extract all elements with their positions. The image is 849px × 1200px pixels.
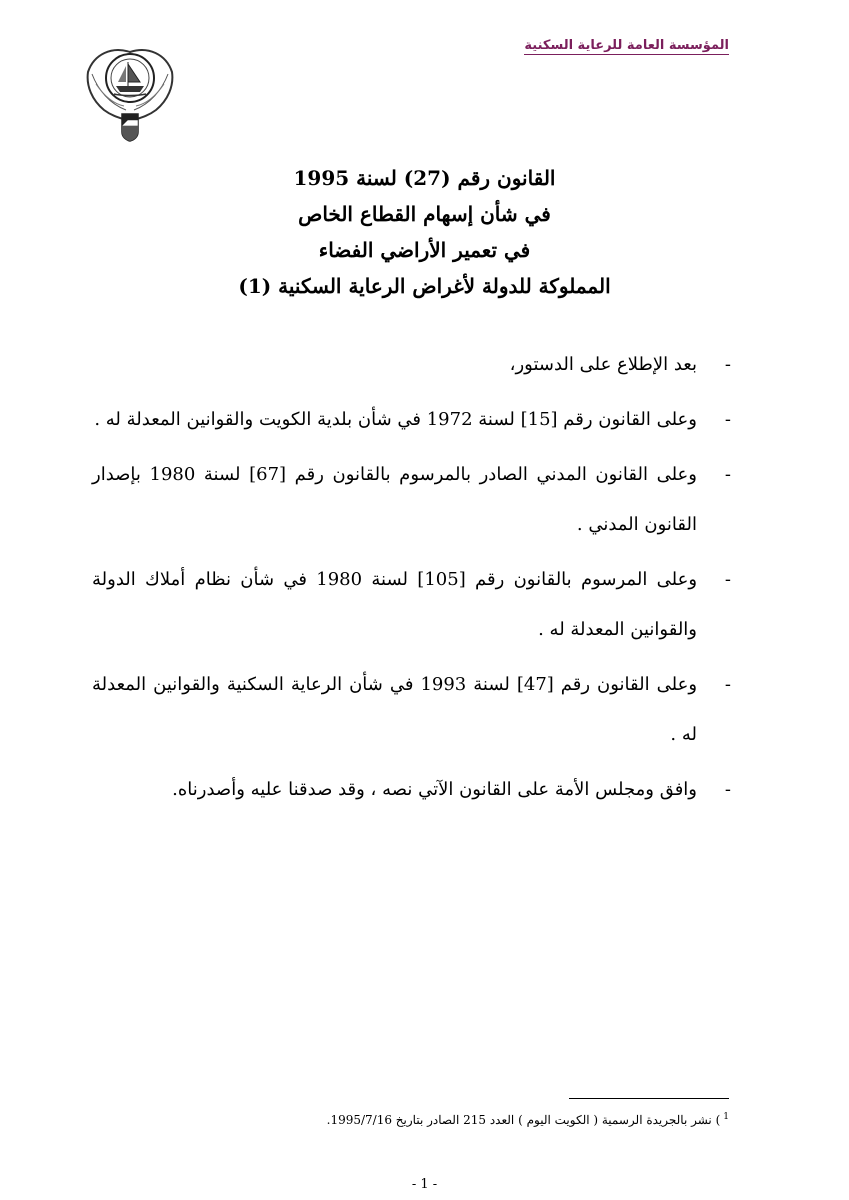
preamble-list	[92, 340, 731, 820]
title-line-1: القانون رقم (27) لسنة 1995	[293, 166, 556, 190]
list-item	[92, 450, 731, 550]
list-item	[92, 555, 731, 655]
list-item	[92, 765, 731, 815]
list-item	[92, 395, 731, 445]
footnote	[327, 1112, 729, 1127]
bullet-dash: -	[724, 354, 731, 375]
bullet-dash: -	[724, 464, 731, 485]
page-number: - 1 -	[411, 1177, 438, 1192]
footnote-divider	[569, 1098, 729, 1099]
bullet-dash: -	[724, 674, 731, 695]
preamble-text: وعلى القانون المدني الصادر بالمرسوم بالقانون رقم [67] لسنة 1980 بإصدار القانون المدني .	[92, 464, 697, 535]
law-title	[120, 160, 729, 304]
footnote-marker: 1	[723, 1112, 729, 1122]
footnote-text: ) نشر بالجريدة الرسمية ( الكويت اليوم ) العدد 215 الصادر بتاريخ 1995/7/16.	[326, 1113, 721, 1127]
title-line-3: في تعمير الأراضي الفضاء	[318, 238, 531, 262]
preamble-text: وعلى القانون رقم [47] لسنة 1993 في شأن الرعاية السكنية والقوانين المعدلة له .	[92, 674, 698, 745]
list-item	[92, 660, 731, 760]
bullet-dash: -	[724, 779, 731, 800]
kuwait-emblem-icon	[82, 38, 178, 142]
organization-header: المؤسسة العامة للرعاية السكنية	[524, 38, 729, 53]
bullet-dash: -	[724, 409, 731, 430]
preamble-text: بعد الإطلاع على الدستور،	[509, 354, 697, 375]
preamble-text: وعلى القانون رقم [15] لسنة 1972 في شأن بلدية الكويت والقوانين المعدلة له .	[94, 409, 697, 430]
title-line-2: في شأن إسهام القطاع الخاص	[298, 202, 551, 226]
preamble-text: وافق ومجلس الأمة على القانون الآتي نصه ، وقد صدقنا عليه وأصدرناه.	[172, 779, 697, 800]
list-item	[92, 340, 731, 390]
title-line-4: المملوكة للدولة لأغراض الرعاية السكنية (1)	[238, 274, 611, 298]
preamble-text: وعلى المرسوم بالقانون رقم [105] لسنة 1980 في شأن نظام أملاك الدولة والقوانين المعدلة له .	[92, 569, 698, 640]
bullet-dash: -	[724, 569, 731, 590]
